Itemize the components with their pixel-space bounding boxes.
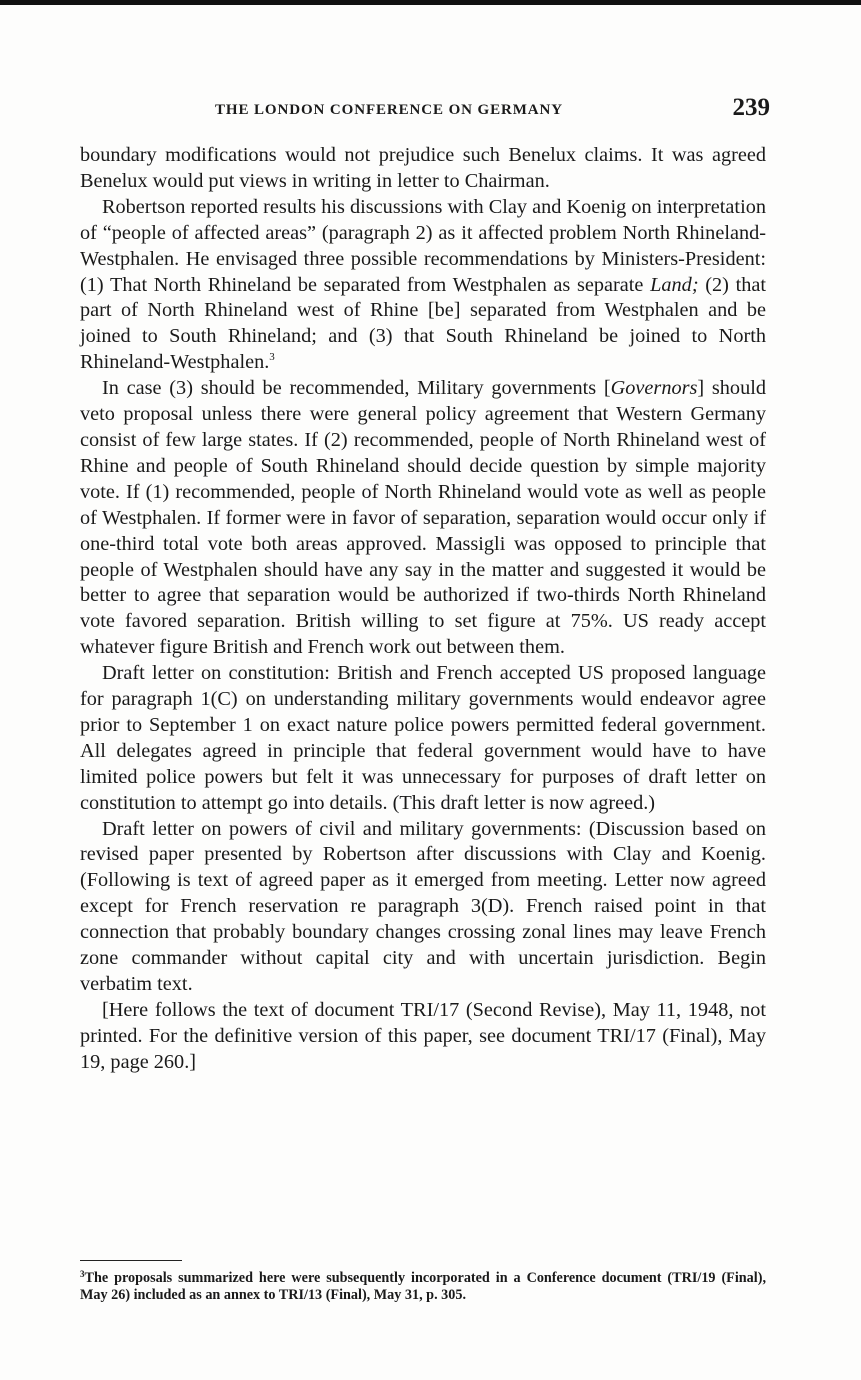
paragraph-text: [Here follows the text of document TRI/17 (Second Revise), May 11, 1948, not printed. For the definitive version of this paper, see document TRI/17 (Final), May 19, page 260.] <box>80 998 766 1073</box>
running-head: THE LONDON CONFERENCE ON GERMANY <box>215 102 563 118</box>
paragraph-text: In case (3) should be recommended, Military governments [ <box>102 377 611 400</box>
footnote <box>80 1270 766 1304</box>
paragraph-editorial-note <box>80 998 766 1076</box>
paragraph-text: (2) that part of North Rhineland west of Rhine [be] separated from Westphalen and be joined to South Rhineland; and (3) that South Rhineland be joined to North Rhineland-Westphalen. <box>80 273 767 374</box>
body-text <box>80 143 766 1076</box>
page-number: 239 <box>732 94 770 121</box>
paragraph-draft-letter-constitution <box>80 661 766 816</box>
paragraph-robertson-report <box>80 195 766 376</box>
paragraph-benelux-claims <box>80 143 766 195</box>
paragraph-veto-proposal <box>80 376 766 661</box>
paragraph-text: Draft letter on constitution: British and French accepted US proposed language for paragraph 1(C) on understanding military governments would endeavor agree prior to September 1 on exact nature police powers permitted federal government. All delegates agreed in principle that federal government would have to have limited police powers but felt it was unnecessary for purposes of draft letter on constitution to attempt go into details. (This draft letter is now agreed.) <box>80 662 766 814</box>
footnote-marker: 3 <box>80 1269 85 1279</box>
italic-term-land: Land; <box>650 273 699 296</box>
paragraph-text: Robertson reported results his discussions with Clay and Koenig on interpretation of “people of affected areas” (paragraph 2) as it affected problem North Rhineland-Westphalen. He envisaged three possible recommendations by Ministers-President: (1) That North Rhineland be separated from Westphalen as separate <box>80 195 766 296</box>
top-edge-rule <box>0 0 861 5</box>
footnote-text: The proposals summarized here were subsequently incorporated in a Conference document (TRI/19 (Final), May 26) included as an annex to TRI/13 (Final), May 31, p. 305. <box>80 1270 766 1303</box>
paragraph-draft-letter-powers <box>80 817 766 998</box>
page-header <box>80 96 770 130</box>
italic-term-governors: Governors <box>610 377 698 400</box>
paragraph-text: Draft letter on powers of civil and military governments: (Discussion based on revised paper presented by Robertson after discussions with Clay and Koenig. (Following is text of agreed paper as it emerged from meeting. Letter now agreed except for French reservation re paragraph 3(D). French raised point in that connection that probably boundary changes crossing zonal lines may leave French zone commander without capital city and with uncertain jurisdiction. Begin verbatim text. <box>80 817 766 995</box>
footnote-reference: 3 <box>269 351 275 364</box>
footnote-divider <box>80 1260 182 1261</box>
paragraph-text: ] should veto proposal unless there were general policy agreement that Western Germany consist of few large states. If (2) recommended, people of North Rhineland west of Rhine and people of South Rhineland should decide question by simple majority vote. If (1) recommended, people of North Rhineland would vote as well as people of Westphalen. If former were in favor of separation, separation would occur only if one-third total vote both areas approved. Massigli was opposed to principle that people of Westphalen should have any say in the matter and suggested it would be better to agree that separation would be authorized if two-thirds North Rhineland vote favored separation. British willing to set figure at 75%. US ready accept whatever figure British and French work out between them. <box>80 377 766 659</box>
paragraph-text: boundary modifications would not prejudice such Benelux claims. It was agreed Benelux would put views in writing in letter to Chairman. <box>80 144 766 192</box>
